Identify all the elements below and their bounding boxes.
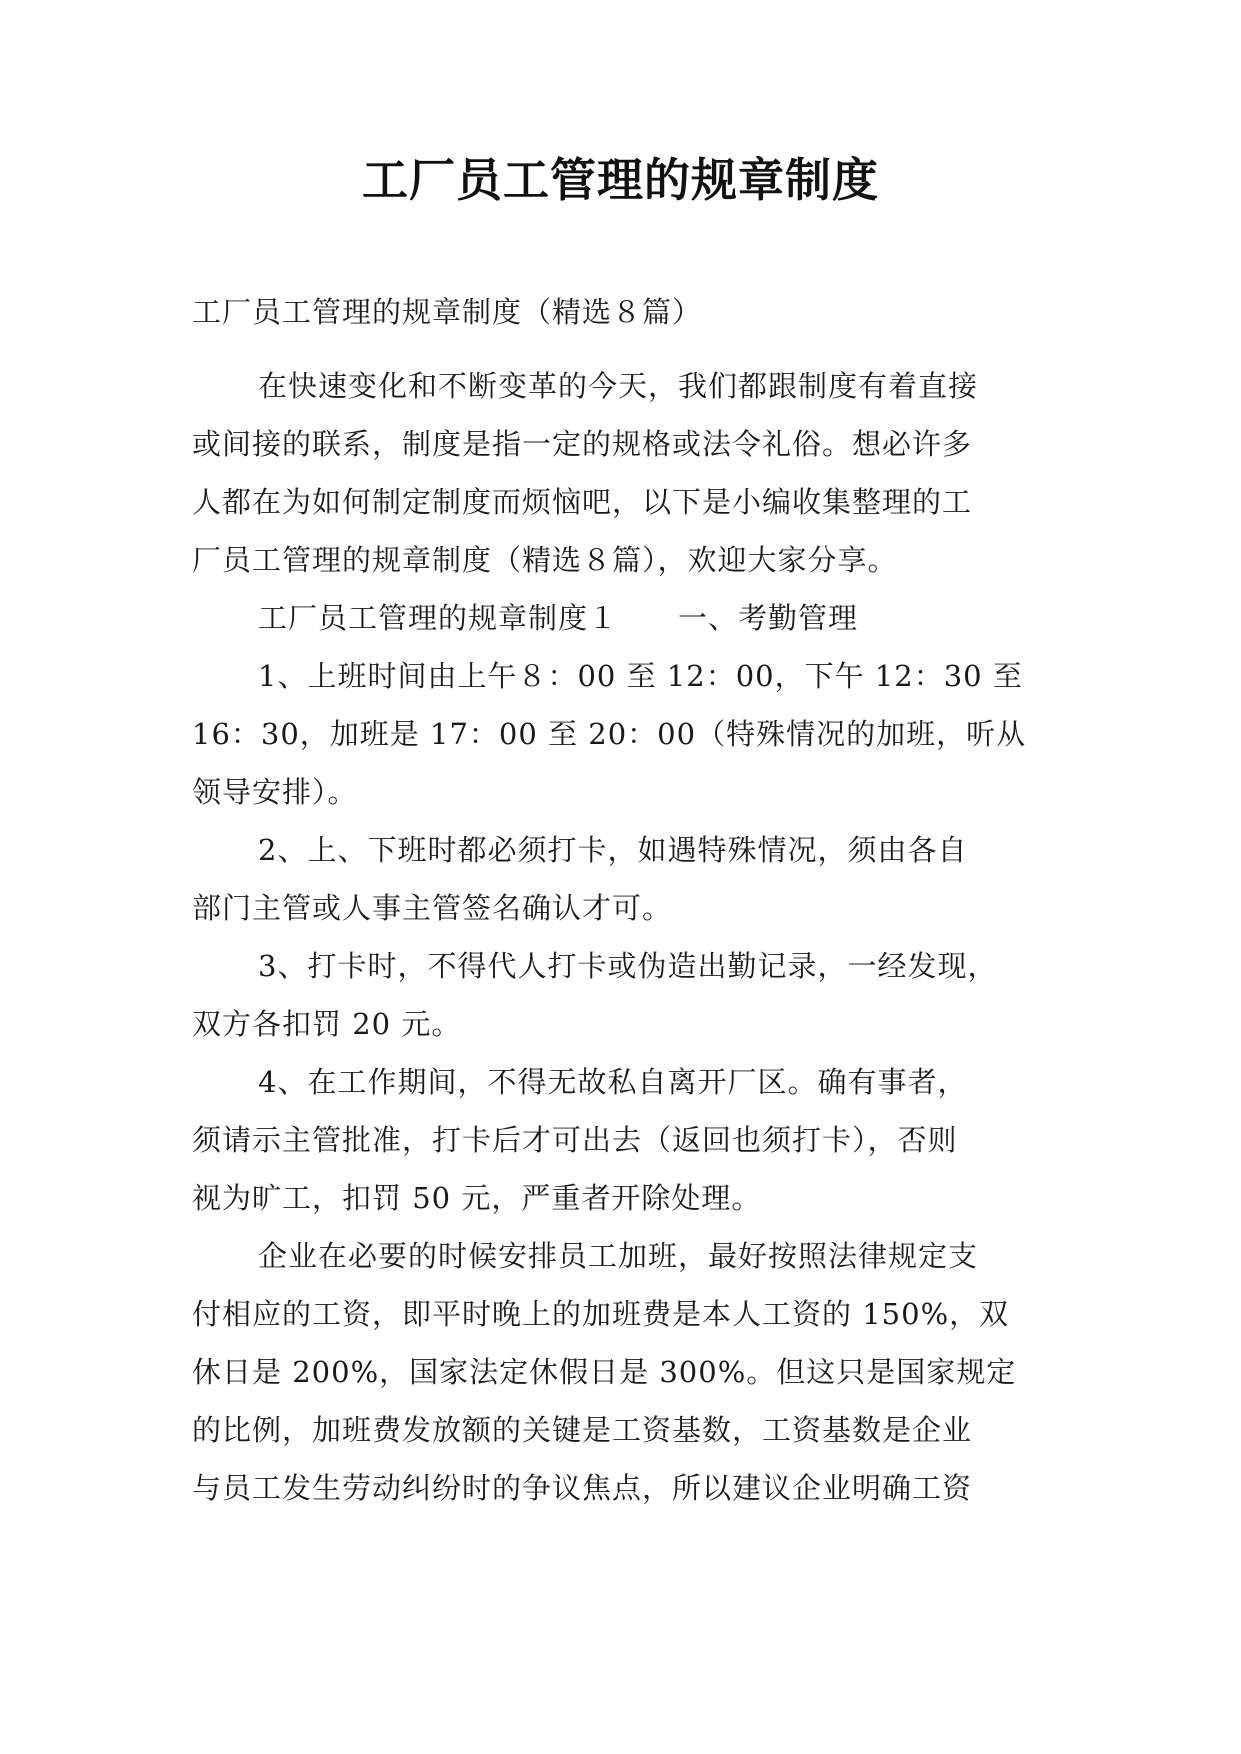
intro-line-3: 人都在为如何制定制度而烦恼吧，以下是小编收集整理的工 [192, 485, 973, 519]
section-heading-1: 工厂员工管理的规章制度１ 一、考勤管理 [258, 601, 859, 635]
intro-line-2: 或间接的联系，制度是指一定的规格或法令礼俗。想必许多 [192, 427, 973, 461]
rule-4-line-2: 须请示主管批准，打卡后才可出去（返回也须打卡），否则 [192, 1123, 958, 1157]
rule-2-line-1: 2、上、下班时都必须打卡，如遇特殊情况，须由各自 [258, 833, 968, 867]
rule-2-line-2: 部门主管或人事主管签名确认才可。 [192, 891, 673, 925]
rule-4-line-1: 4、在工作期间，不得无故私自离开厂区。确有事者， [258, 1065, 968, 1099]
intro-line-1: 在快速变化和不断变革的今天，我们都跟制度有着直接 [258, 369, 979, 403]
rule-4-line-3: 视为旷工，扣罚 50 元，严重者开除处理。 [192, 1181, 762, 1215]
overtime-line-2: 付相应的工资，即平时晚上的加班费是本人工资的 150%，双 [192, 1297, 1010, 1331]
rule-1-line-2: 16：30，加班是 17：00 至 20：00（特殊情况的加班，听从 [192, 717, 1027, 751]
overtime-line-1: 企业在必要的时候安排员工加班，最好按照法律规定支 [258, 1239, 979, 1273]
overtime-line-5: 与员工发生劳动纠纷时的争议焦点，所以建议企业明确工资 [192, 1471, 973, 1505]
rule-3-line-2: 双方各扣罚 20 元。 [192, 1007, 462, 1041]
rule-3-line-1: 3、打卡时，不得代人打卡或伪造出勤记录，一经发现， [258, 949, 998, 983]
overtime-line-4: 的比例，加班费发放额的关键是工资基数，工资基数是企业 [192, 1413, 973, 1447]
document-title: 工厂员工管理的规章制度 [362, 153, 879, 207]
document-subtitle: 工厂员工管理的规章制度（精选８篇） [192, 295, 703, 329]
intro-line-4: 厂员工管理的规章制度（精选８篇），欢迎大家分享。 [192, 543, 898, 577]
rule-1-line-3: 领导安排）。 [192, 775, 358, 809]
overtime-line-3: 休日是 200%，国家法定休假日是 300%。但这只是国家规定 [192, 1355, 1017, 1389]
rule-1-line-1: 1、上班时间由上午８：00 至 12：00，下午 12：30 至 [258, 659, 1023, 693]
